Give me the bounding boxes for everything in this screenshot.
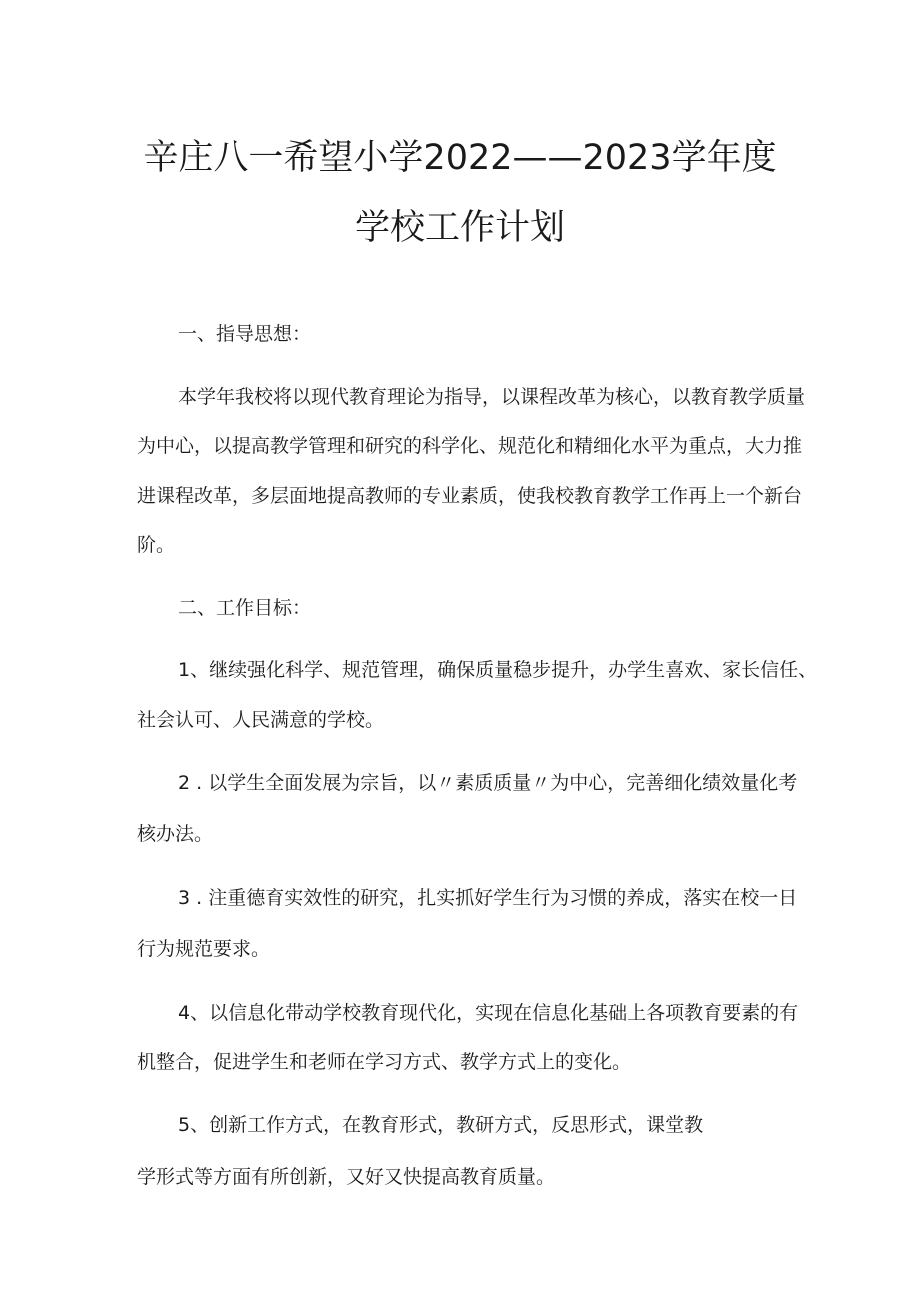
goal-3-line: 行为规范要求。 — [137, 938, 271, 960]
goal-2-line: 2 . 以学生全面发展为宗旨，以〃素质质量〃为中心，完善细化绩效量化考 — [178, 772, 798, 794]
paragraph-line: 为中心，以提高教学管理和研究的科学化、规范化和精细化水平为重点，大力推 — [137, 435, 803, 457]
section-heading-guiding-ideology: 一、指导思想： — [178, 323, 312, 345]
goal-5-line: 5、创新工作方式，在教育形式，教研方式，反思形式，课堂教 — [178, 1114, 704, 1136]
goal-4-line: 4、以信息化带动学校教育现代化，实现在信息化基础上各项教育要素的有 — [178, 1002, 799, 1024]
goal-1-line: 社会认可、人民满意的学校。 — [137, 709, 385, 731]
goal-5-line: 学形式等方面有所创新，又好又快提高教育质量。 — [137, 1166, 556, 1188]
goal-4-line: 机整合，促进学生和老师在学习方式、教学方式上的变化。 — [137, 1051, 632, 1073]
goal-3-line: 3 . 注重德育实效性的研究，扎实抓好学生行为习惯的养成，落实在校一日 — [178, 887, 798, 909]
document-title-line-2: 学校工作计划 — [354, 208, 565, 248]
paragraph-line: 进课程改革，多层面地提高教师的专业素质，使我校教育教学工作再上一个新台 — [137, 485, 803, 507]
document-title-line-1: 辛庄八一希望小学2022——2023学年度 — [143, 138, 777, 178]
paragraph-line: 阶。 — [137, 534, 176, 556]
goal-2-line: 核办法。 — [137, 823, 214, 845]
section-heading-work-goals: 二、工作目标： — [178, 597, 312, 619]
paragraph-line: 本学年我校将以现代教育理论为指导，以课程改革为核心，以教育教学质量 — [178, 386, 806, 408]
goal-1-line: 1、继续强化科学、规范管理，确保质量稳步提升，办学生喜欢、家长信任、 — [178, 659, 818, 681]
